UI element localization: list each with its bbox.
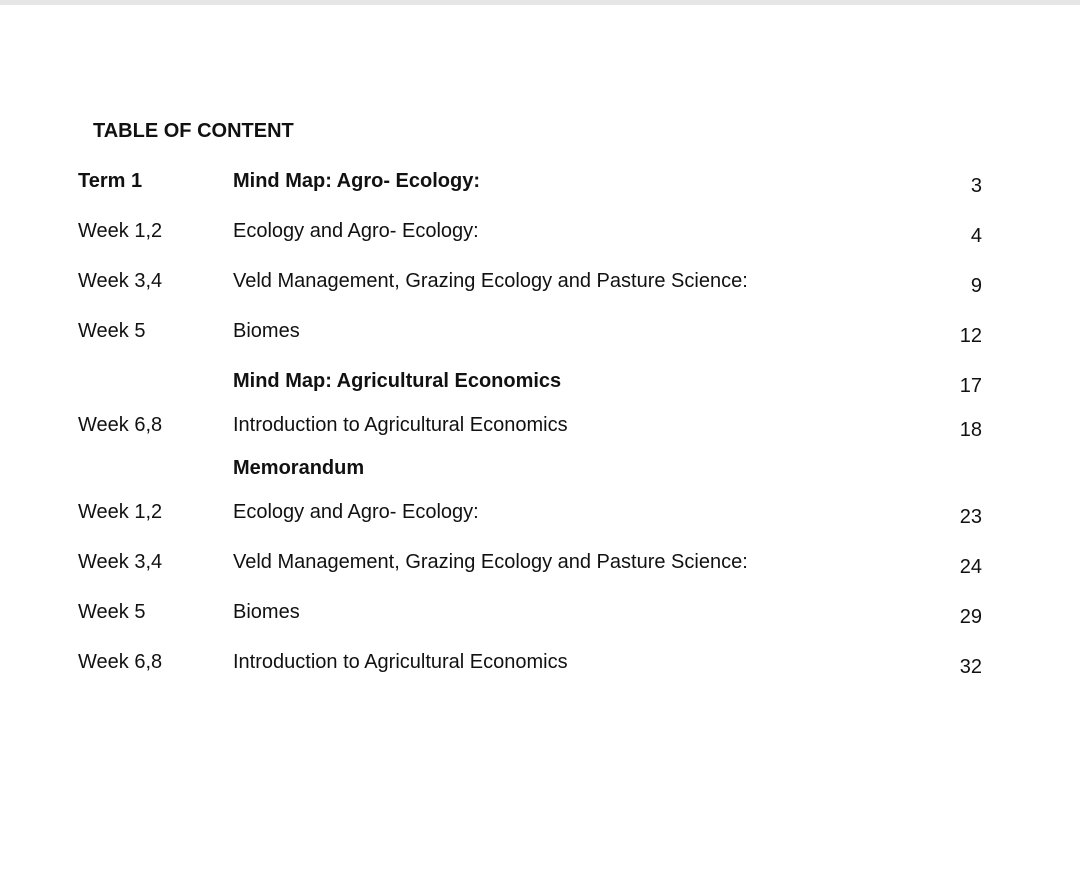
toc-row-entry: Biomes (233, 601, 300, 623)
toc-row-label: Week 3,4 (78, 551, 163, 573)
toc-row-entry: Introduction to Agricultural Economics (233, 414, 568, 436)
toc-row-label: Term 1 (78, 170, 143, 192)
toc-row[interactable] (0, 551, 1080, 581)
toc-row-page: 29 (959, 606, 982, 628)
toc-row-page: 17 (959, 375, 982, 397)
toc-row-entry: Veld Management, Grazing Ecology and Pasture Science: (233, 551, 748, 573)
toc-row-page: 18 (959, 419, 982, 441)
toc-row-label: Week 1,2 (78, 501, 163, 523)
toc-row-label: Week 5 (78, 601, 146, 623)
toc-row-page: 4 (970, 225, 982, 247)
toc-row[interactable] (0, 370, 1080, 400)
toc-row-page: 24 (959, 556, 982, 578)
toc-title: TABLE OF CONTENT (93, 120, 294, 142)
toc-row-label: Week 6,8 (78, 414, 163, 436)
toc-row-page: 3 (970, 175, 982, 197)
toc-row-label: Week 1,2 (78, 220, 163, 242)
toc-row[interactable] (0, 170, 1080, 200)
toc-row-label: Week 3,4 (78, 270, 163, 292)
toc-row-page: 23 (959, 506, 982, 528)
toc-row-page: 9 (970, 275, 982, 297)
toc-row-entry: Ecology and Agro- Ecology: (233, 220, 479, 242)
toc-row[interactable] (0, 651, 1080, 681)
toc-row-page: 32 (959, 656, 982, 678)
toc-row-entry: Veld Management, Grazing Ecology and Pasture Science: (233, 270, 748, 292)
toc-row-entry: Introduction to Agricultural Economics (233, 651, 568, 673)
toc-row[interactable] (0, 270, 1080, 300)
toc-row-entry: Memorandum (233, 457, 365, 479)
top-edge (0, 0, 1080, 5)
toc-row[interactable] (0, 414, 1080, 444)
toc-row-entry: Biomes (233, 320, 300, 342)
toc-row-entry: Ecology and Agro- Ecology: (233, 501, 479, 523)
toc-row-page: 12 (959, 325, 982, 347)
toc-row[interactable] (0, 457, 1080, 487)
toc-row[interactable] (0, 320, 1080, 350)
toc-row-label: Week 6,8 (78, 651, 163, 673)
toc-row[interactable] (0, 220, 1080, 250)
toc-row-label: Week 5 (78, 320, 146, 342)
toc-row[interactable] (0, 601, 1080, 631)
toc-row[interactable] (0, 501, 1080, 531)
toc-row-entry: Mind Map: Agricultural Economics (233, 370, 562, 392)
toc-row-entry: Mind Map: Agro- Ecology: (233, 170, 481, 192)
